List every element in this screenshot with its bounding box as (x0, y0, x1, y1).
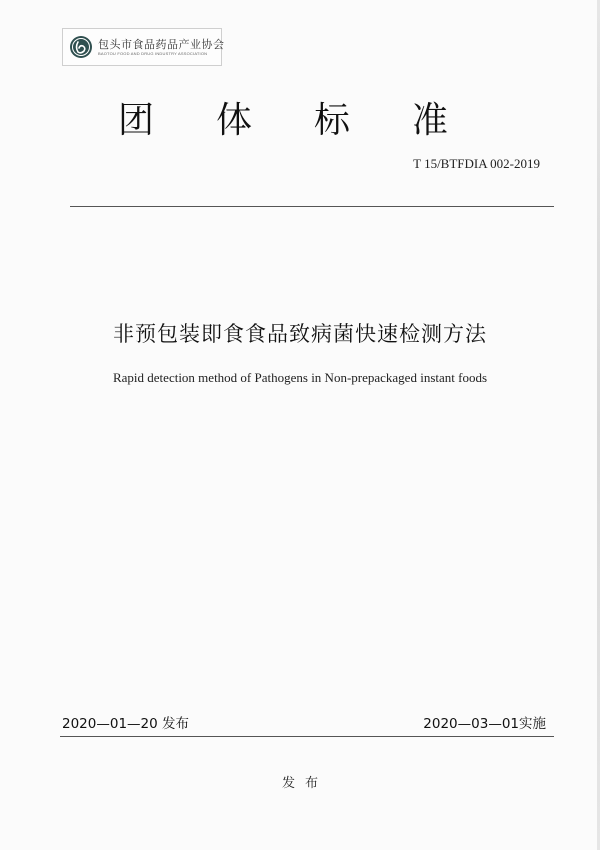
association-logo (62, 28, 225, 66)
logo-name-cn: 包头市食品药品产业协会 (98, 37, 225, 51)
standard-number: T 15/BTFDIA 002-2019 (413, 156, 540, 171)
document-title-cn: 非预包装即食食品致病菌快速检测方法 (113, 322, 487, 346)
association-emblem-icon (69, 35, 93, 59)
document-title-en: Rapid detection method of Pathogens in Non-prepackaged instant foods (112, 370, 488, 385)
publish-date: 2020—01—20 发布 (62, 716, 190, 732)
bottom-divider (60, 736, 554, 737)
logo-name-en: BAOTOU FOOD AND DRUG INDUSTRY ASSOCIATION (98, 50, 208, 56)
standard-type-heading: 团体标准 (118, 100, 511, 141)
logo-text (98, 38, 225, 57)
top-divider (70, 206, 554, 207)
issuer-label: 发布 (281, 776, 328, 791)
implement-date: 2020—03—01实施 (423, 716, 546, 732)
